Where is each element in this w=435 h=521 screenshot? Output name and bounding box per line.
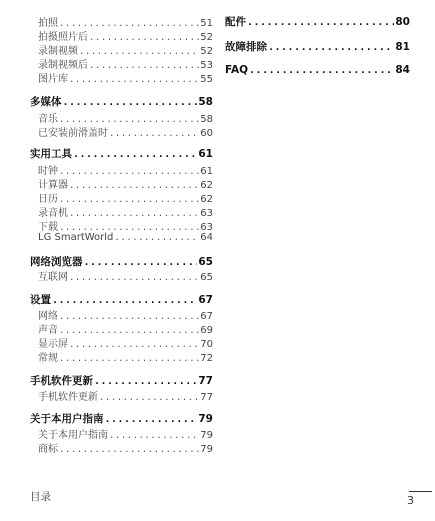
entry-page: 53 — [200, 60, 213, 71]
entry-label: 录制视频 — [38, 46, 78, 57]
entry-label: 已安装前滑盖时 — [38, 128, 108, 139]
toc-section-browser[interactable] — [30, 254, 213, 268]
toc-entry-calendar[interactable] — [30, 190, 213, 204]
toc-section-software-update[interactable] — [30, 373, 213, 387]
entry-page: 62 — [200, 180, 213, 191]
toc-entry-take-photo[interactable] — [30, 14, 213, 28]
dot-leader — [109, 129, 199, 139]
dot-leader — [105, 414, 198, 425]
entry-page: 64 — [200, 232, 213, 243]
dot-leader — [84, 257, 198, 268]
entry-page: 72 — [200, 353, 213, 364]
toc-entry-display[interactable] — [30, 335, 213, 349]
dot-leader — [99, 393, 199, 403]
section-page: 67 — [198, 294, 213, 306]
entry-label: LG SmartWorld — [38, 232, 114, 243]
entry-label: 时钟 — [38, 166, 58, 177]
section-page: 58 — [198, 96, 213, 108]
entry-page: 55 — [200, 74, 213, 85]
entry-page: 51 — [200, 18, 213, 29]
dot-leader — [69, 273, 199, 283]
toc-section-settings[interactable] — [30, 292, 213, 306]
entry-label: 互联网 — [38, 272, 68, 283]
dot-leader — [59, 354, 199, 364]
dot-leader — [59, 445, 199, 455]
footer-section-label: 目录 — [30, 491, 51, 503]
entry-page: 77 — [200, 392, 213, 403]
dot-leader — [63, 97, 198, 108]
toc-section-utilities[interactable] — [30, 146, 213, 160]
entry-page: 52 — [200, 32, 213, 43]
section-label: 手机软件更新 — [30, 375, 93, 387]
toc-entry-sound[interactable] — [30, 321, 213, 335]
page-number: 3 — [407, 494, 414, 507]
toc-entry-record-video[interactable] — [30, 42, 213, 56]
entry-page: 60 — [200, 128, 213, 139]
toc-section-multimedia[interactable] — [30, 94, 213, 108]
toc-section-about-guide[interactable] — [30, 411, 213, 425]
toc-entry-about-guide[interactable] — [30, 426, 213, 440]
toc-entry-network[interactable] — [30, 307, 213, 321]
entry-label: 手机软件更新 — [38, 392, 98, 403]
entry-page: 70 — [200, 339, 213, 350]
entry-page: 79 — [200, 430, 213, 441]
toc-entry-downloads[interactable] — [30, 218, 213, 232]
section-label: 多媒体 — [30, 96, 62, 108]
entry-page: 61 — [200, 166, 213, 177]
section-page: 79 — [198, 413, 213, 425]
dot-leader — [268, 42, 394, 53]
section-page: 65 — [198, 256, 213, 268]
entry-page: 65 — [200, 272, 213, 283]
section-page: 61 — [198, 148, 213, 160]
section-label: FAQ — [225, 64, 249, 76]
section-label: 关于本用户指南 — [30, 413, 104, 425]
entry-label: 音乐 — [38, 114, 58, 125]
entry-label: 关于本用户指南 — [38, 430, 108, 441]
toc-section-troubleshooting[interactable] — [225, 39, 410, 53]
toc-entry-front-slide[interactable] — [30, 124, 213, 138]
section-page: 80 — [395, 16, 410, 28]
toc-section-faq[interactable] — [225, 64, 410, 78]
footer-rule — [409, 491, 432, 492]
dot-leader — [94, 376, 197, 387]
entry-page: 69 — [200, 325, 213, 336]
toc-entry-trademarks[interactable] — [30, 440, 213, 454]
dot-leader — [114, 233, 199, 243]
dot-leader — [69, 75, 199, 85]
toc-entry-smartworld[interactable] — [30, 232, 213, 246]
entry-page: 79 — [200, 444, 213, 455]
entry-label: 拍摄照片后 — [38, 32, 88, 43]
section-page: 84 — [395, 64, 410, 76]
entry-label: 显示屏 — [38, 339, 68, 350]
entry-page: 63 — [200, 208, 213, 219]
section-label: 故障排除 — [225, 41, 267, 53]
dot-leader — [52, 295, 197, 306]
toc-entry-clock[interactable] — [30, 162, 213, 176]
toc-entry-gallery[interactable] — [30, 70, 213, 84]
dot-leader — [73, 149, 197, 160]
toc-entry-software-update[interactable] — [30, 388, 213, 402]
entry-page: 62 — [200, 194, 213, 205]
entry-label: 常规 — [38, 353, 58, 364]
entry-page: 52 — [200, 46, 213, 57]
section-page: 77 — [198, 375, 213, 387]
section-label: 实用工具 — [30, 148, 72, 160]
entry-label: 声音 — [38, 325, 58, 336]
entry-label: 下载 — [38, 222, 58, 233]
entry-label: 网络 — [38, 311, 58, 322]
toc-entry-music[interactable] — [30, 110, 213, 124]
entry-page: 63 — [200, 222, 213, 233]
entry-label: 录音机 — [38, 208, 68, 219]
entry-label: 录制视频后 — [38, 60, 88, 71]
toc-entry-general[interactable] — [30, 349, 213, 363]
entry-label: 日历 — [38, 194, 58, 205]
entry-page: 67 — [200, 311, 213, 322]
section-label: 网络浏览器 — [30, 256, 83, 268]
toc-entry-after-photo[interactable] — [30, 28, 213, 42]
section-page: 81 — [395, 41, 410, 53]
toc-entry-voice-recorder[interactable] — [30, 204, 213, 218]
entry-label: 拍照 — [38, 18, 58, 29]
section-label: 配件 — [225, 16, 246, 28]
dot-leader — [249, 65, 394, 76]
section-label: 设置 — [30, 294, 51, 306]
entry-label: 计算器 — [38, 180, 68, 191]
entry-label: 商标 — [38, 444, 58, 455]
toc-entry-after-video[interactable] — [30, 56, 213, 70]
toc-entry-calculator[interactable] — [30, 176, 213, 190]
dot-leader — [247, 17, 394, 28]
entry-page: 58 — [200, 114, 213, 125]
toc-entry-internet[interactable] — [30, 268, 213, 282]
toc-section-accessories[interactable] — [225, 14, 410, 28]
entry-label: 图片库 — [38, 74, 68, 85]
